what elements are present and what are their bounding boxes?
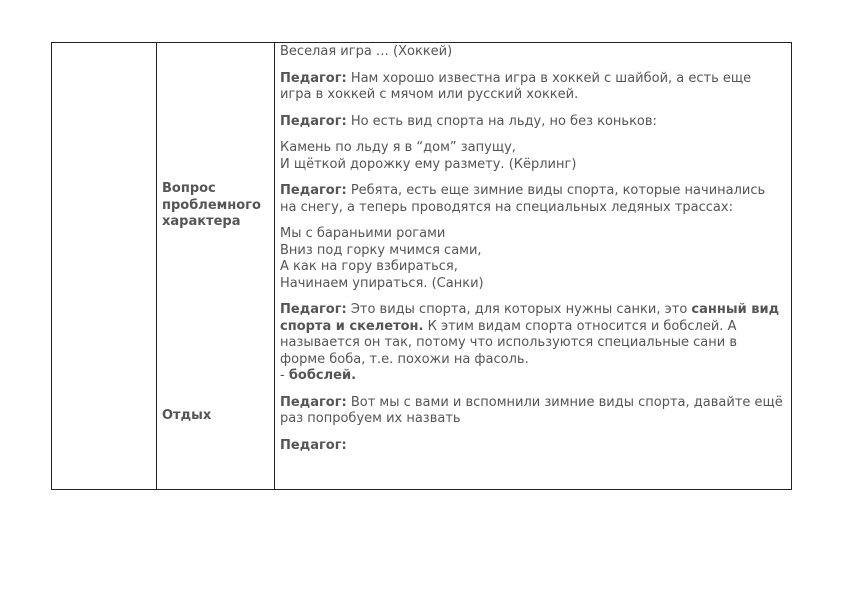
answer-line [280, 368, 785, 385]
speaker-label: Педагог: [280, 70, 347, 86]
poem-line: Вниз под горку мчимся сами, [280, 242, 482, 258]
stage-label-problem-question: Вопрос проблемного характера [162, 181, 261, 229]
poem-line: Камень по льду я в “дом” запущу, [280, 140, 516, 155]
lesson-table [51, 42, 792, 490]
paragraph-sled-intro [275, 183, 791, 216]
poem-line: А как на гору взбираться, [280, 259, 458, 274]
paragraph-text: Но есть вид спорта на льду, но без коньков: [346, 113, 657, 129]
poem-sled [275, 226, 791, 292]
paragraph-bold-text: санный вид спорта и скелетон. [280, 302, 780, 334]
table-column-empty [52, 43, 156, 489]
paragraph-text: К этим видам спорта относится и бобслей. А называется он так, потому что используются специальные сани в форме боба, т.е. похожи на фасоль. [280, 318, 738, 367]
paragraph-text: Это виды спорта, для которых нужны санки, это [346, 302, 692, 317]
poem-line: Мы с бараньими рогами [280, 226, 446, 241]
speaker-label: Педагог: [280, 113, 347, 129]
table-column-content [275, 43, 791, 489]
paragraph-text: Вот мы с вами и вспомнили зимние виды спорта, давайте ещё раз попробуем их назвать [280, 394, 783, 426]
table-column-stage [156, 43, 275, 489]
answer-bobsleigh: бобслей. [288, 368, 357, 383]
paragraph-sled-sports [275, 302, 791, 385]
speaker-label: Педагог: [280, 437, 347, 453]
dash: - [280, 368, 289, 383]
speaker-label: Педагог: [280, 183, 347, 198]
poem-line: И щёткой дорожку ему размету. (Кёрлинг) [280, 156, 577, 172]
paragraph-final [275, 438, 791, 455]
speaker-label: Педагог: [280, 394, 347, 410]
paragraph-recap [275, 395, 791, 428]
poem-curling [275, 140, 791, 173]
stage-label-rest: Отдых [162, 408, 212, 423]
paragraph-text: Нам хорошо известна игра в хоккей с шайбой, а есть еще игра в хоккей с мячом или русский хоккей. [280, 70, 752, 102]
paragraph-text: Ребята, есть еще зимние виды спорта, которые начинались на снегу, а теперь проводятся на специальных ледяных трассах: [280, 183, 766, 215]
speaker-label: Педагог: [280, 302, 347, 317]
paragraph-curling-intro [275, 114, 791, 131]
paragraph-hockey-riddle: Веселая игра … (Хоккей) [280, 44, 453, 59]
poem-line: Начинаем упираться. (Санки) [280, 275, 484, 291]
paragraph-hockey [275, 71, 791, 104]
